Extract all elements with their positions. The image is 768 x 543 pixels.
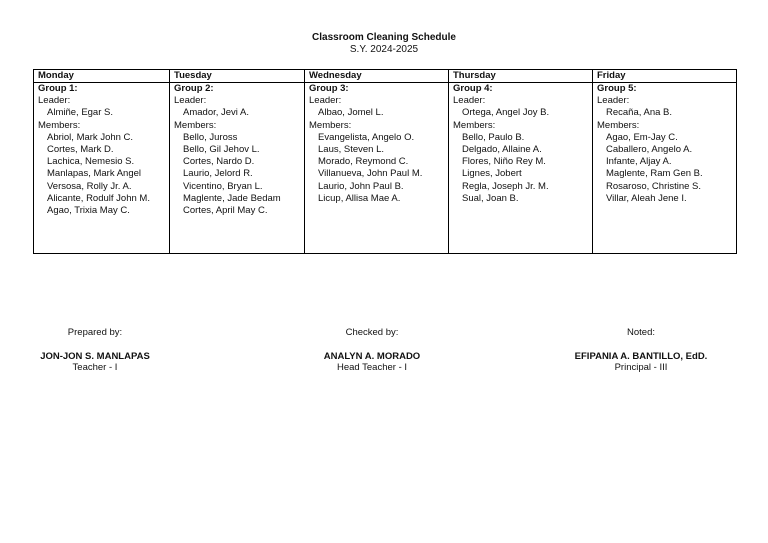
member-name: Rosaroso, Christine S. (606, 180, 702, 192)
leader-label: Leader: (309, 95, 342, 107)
leader-label: Leader: (38, 95, 71, 107)
member-name: Vicentino, Bryan L. (183, 180, 263, 192)
member-name: Caballero, Angelo A. (606, 144, 693, 156)
member-name: Villar, Aleah Jene I. (606, 192, 687, 204)
member-name: Bello, Juross (183, 131, 238, 143)
group-label: Group 1: (38, 83, 78, 94)
member-name: Lachica, Nemesio S. (47, 156, 135, 168)
member-name: Licup, Allisa Mae A. (318, 192, 401, 204)
signature-role: Checked by: (345, 327, 399, 338)
leader-label: Leader: (174, 95, 207, 107)
signature-block-prepared (10, 327, 180, 373)
member-name: Bello, Paulo B. (462, 131, 525, 143)
member-name: Agao, Trixia May C. (47, 205, 130, 217)
member-name: Alicante, Rodulf John M. (47, 192, 150, 204)
member-name: Cortes, Mark D. (47, 144, 114, 156)
member-name: Laurio, Jelord R. (183, 168, 253, 180)
signature-block-noted (546, 327, 736, 373)
group-cell-friday (593, 83, 737, 254)
signatory-name: JON-JON S. MANLAPAS (40, 351, 150, 362)
member-name: Manlapas, Mark Angel (47, 168, 141, 180)
member-name: Flores, Niño Rey M. (462, 156, 546, 168)
member-name: Infante, Aljay A. (606, 156, 672, 168)
signature-role: Noted: (627, 327, 655, 338)
member-name: Cortes, Nardo D. (183, 156, 255, 168)
day-header: Tuesday (170, 70, 305, 83)
member-name: Maglente, Ram Gen B. (606, 168, 703, 180)
member-name: Sual, Joan B. (462, 192, 519, 204)
members-label: Members: (38, 119, 81, 131)
members-label: Members: (453, 119, 496, 131)
member-name: Versosa, Rolly Jr. A. (47, 180, 132, 192)
leader-label: Leader: (597, 95, 630, 107)
signatory-position: Head Teacher - I (336, 362, 408, 373)
member-name: Maglente, Jade Bedam (183, 192, 281, 204)
group-cell-monday (34, 83, 170, 254)
leader-name: Recaña, Ana B. (606, 107, 673, 119)
signatory-position: Principal - III (614, 362, 668, 373)
member-name: Abriol, Mark John C. (47, 131, 134, 143)
day-header: Monday (34, 70, 170, 83)
member-name: Evangelista, Angelo O. (318, 131, 415, 143)
signature-block-checked (287, 327, 457, 373)
group-label: Group 4: (453, 83, 493, 94)
member-name: Cortes, April May C. (183, 205, 268, 217)
table-header-row (34, 70, 737, 83)
leader-name: Ortega, Angel Joy B. (462, 107, 550, 119)
members-label: Members: (174, 119, 217, 131)
group-label: Group 5: (597, 83, 637, 94)
member-name: Delgado, Allaine A. (462, 144, 542, 156)
member-name: Laus, Steven L. (318, 144, 385, 156)
group-cell-thursday (449, 83, 593, 254)
leader-name: Albao, Jomel L. (318, 107, 384, 119)
signatory-name: ANALYN A. MORADO (323, 351, 421, 362)
signature-role: Prepared by: (67, 327, 123, 338)
member-name: Regla, Joseph Jr. M. (462, 180, 549, 192)
day-header: Thursday (449, 70, 593, 83)
member-name: Morado, Reymond C. (318, 156, 409, 168)
cleaning-schedule-table (33, 69, 737, 254)
member-name: Laurio, John Paul B. (318, 180, 404, 192)
school-year: S.Y. 2024-2025 (349, 44, 419, 55)
member-name: Lignes, Jobert (462, 168, 522, 180)
member-name: Bello, Gil Jehov L. (183, 144, 260, 156)
members-label: Members: (309, 119, 352, 131)
day-header: Wednesday (305, 70, 449, 83)
member-name: Villanueva, John Paul M. (318, 168, 423, 180)
member-name: Agao, Em-Jay C. (606, 131, 678, 143)
signatory-name: EFIPANIA A. BANTILLO, EdD. (574, 351, 708, 362)
day-header: Friday (593, 70, 737, 83)
group-label: Group 3: (309, 83, 349, 94)
signatory-position: Teacher - I (72, 362, 118, 373)
leader-name: Almiñe, Egar S. (47, 107, 113, 119)
members-label: Members: (597, 119, 640, 131)
group-label: Group 2: (174, 83, 214, 94)
table-row (34, 83, 737, 254)
group-cell-tuesday (170, 83, 305, 254)
leader-name: Amador, Jevi A. (183, 107, 250, 119)
group-cell-wednesday (305, 83, 449, 254)
document-title: Classroom Cleaning Schedule (312, 32, 456, 43)
leader-label: Leader: (453, 95, 486, 107)
